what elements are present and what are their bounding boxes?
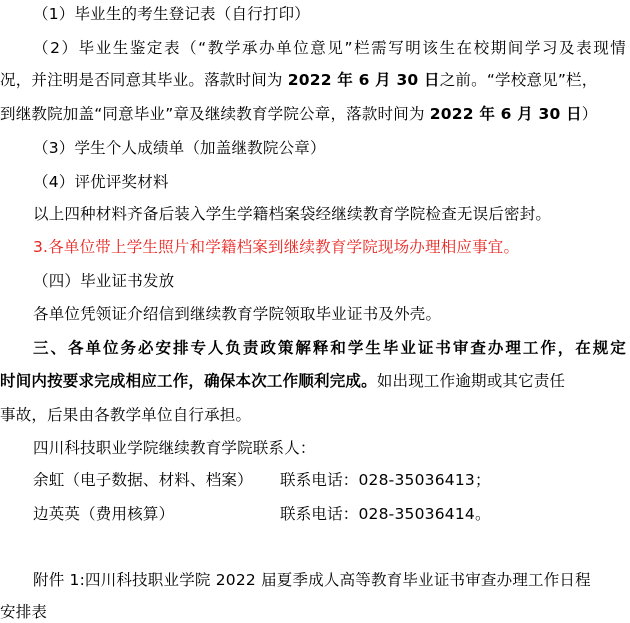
section-3-line-2 xyxy=(0,370,630,392)
contact-header: 四川科技职业学院继续教育学院联系人： xyxy=(33,439,316,457)
item-3-transcript: （3）学生个人成绩单（加盖继教院公章） xyxy=(33,139,326,157)
item-2-text-a: 况，并注明是否同意其毕业。落款时间为 xyxy=(0,71,288,89)
item-2-line-3 xyxy=(0,103,630,125)
section-4-title: （四）毕业证书发放 xyxy=(33,272,175,290)
item-4-awards: （4）评优评奖材料 xyxy=(33,173,169,191)
section-3-line-3: 事故，后果由各教学单位自行承担。 xyxy=(0,406,252,424)
item-1-exam-registration: （1）毕业生的考生登记表（自行打印） xyxy=(33,5,310,23)
item-2-text-c: 到继教院加盖“同意毕业”章及继续教育学院公章，落款时间为 xyxy=(0,105,430,123)
contact-row xyxy=(0,469,630,491)
deadline-date-2: 2022 年 6 月 30 日 xyxy=(429,105,582,123)
section-4-body: 各单位凭领证介绍信到继续教育学院领取毕业证书及外壳。 xyxy=(33,305,442,323)
section-3-normal-text: 如出现工作逾期或其它责任 xyxy=(376,372,566,390)
item-2-text-d: ） xyxy=(581,105,598,123)
red-notice: 3.各单位带上学生照片和学籍档案到继续教育学院现场办理相应事宜。 xyxy=(33,238,520,256)
item-2-line-1: （2）毕业生鉴定表（“教学承办单位意见”栏需写明该生在校期间学习及表现情 xyxy=(33,39,626,57)
seal-note: 以上四种材料齐备后装入学生学籍档案袋经继续教育学院检查无误后密封。 xyxy=(33,205,552,223)
section-3-bold-text: 时间内按要求完成相应工作，确保本次工作顺利完成。 xyxy=(0,372,377,390)
contact-row xyxy=(0,503,630,525)
item-2-line-2 xyxy=(0,69,630,91)
contact-phone: 联系电话：028-35036413； xyxy=(280,471,491,489)
deadline-date-1: 2022 年 6 月 30 日 xyxy=(287,71,440,89)
item-2-text-b: 之前。“学校意见”栏， xyxy=(439,71,598,89)
contact-name-role: 边英英（费用核算） xyxy=(33,505,175,523)
section-3-line-1: 三、各单位务必安排专人负责政策解释和学生毕业证书审查办理工作，在规定 xyxy=(33,339,626,357)
attachment-line-2: 安排表 xyxy=(0,603,48,621)
attachment-line-1: 附件 1:四川科技职业学院 2022 届夏季成人高等教育毕业证书审查办理工作日程 xyxy=(33,571,591,589)
contact-name-role: 余虹（电子数据、材料、档案） xyxy=(33,471,253,489)
contact-phone: 联系电话：028-35036414。 xyxy=(280,505,491,523)
